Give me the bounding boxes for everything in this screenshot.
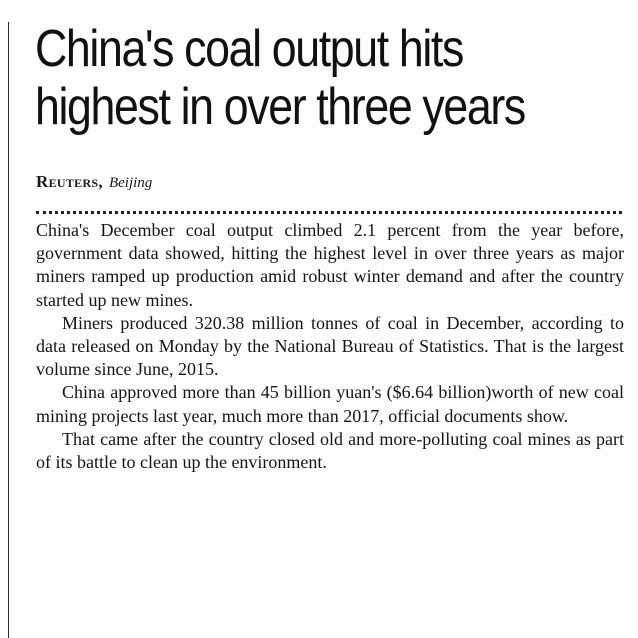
dateline: Beijing xyxy=(108,175,153,191)
column-rule xyxy=(8,22,9,638)
headline-line-2: highest in over three years xyxy=(35,78,525,136)
article-headline xyxy=(35,20,551,136)
dotted-divider xyxy=(36,211,622,214)
paragraph-3: China approved more than 45 billion yuan's ($6.64 billion)worth of new coal mining projects last year, much more than 2017, official documents show. xyxy=(36,382,624,426)
byline xyxy=(36,172,152,192)
paragraph-1: China's December coal output climbed 2.1 percent from the year before, government data showed, hitting the highest level in over three years as major miners ramped up production amid robust winter demand and after the country started up new mines. xyxy=(36,220,624,310)
paragraph-2: Miners produced 320.38 million tonnes of coal in December, according to data released on Monday by the National Bureau of Statistics. That is the largest volume since June, 2015. xyxy=(36,312,624,380)
news-agency: Reuters, xyxy=(36,172,103,191)
headline-line-1: China's coal output hits xyxy=(35,20,463,78)
article-body xyxy=(36,219,624,474)
paragraph-4: That came after the country closed old and more-polluting coal mines as part of its battle to clean up the environment. xyxy=(36,428,624,473)
